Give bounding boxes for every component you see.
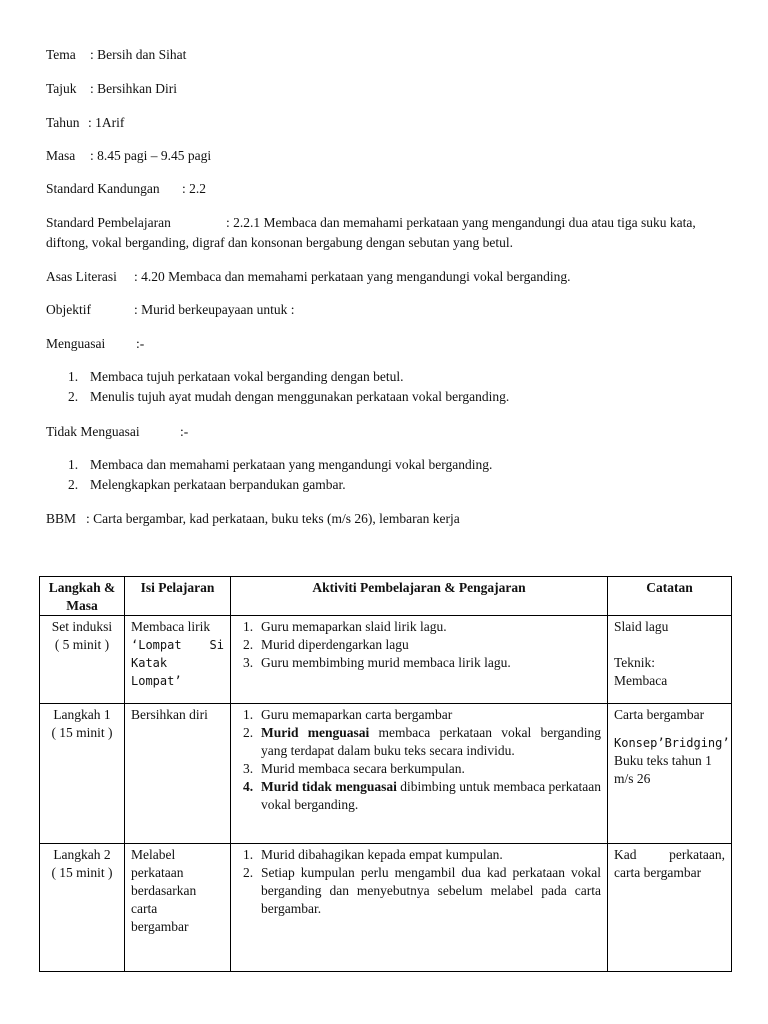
- isi-text: Membaca lirik: [131, 619, 211, 634]
- masa-value: : 8.45 pagi – 9.45 pagi: [90, 148, 212, 163]
- catatan-membaca: Membaca: [614, 673, 668, 688]
- catatan-slaid: Slaid lagu: [614, 619, 669, 634]
- objektif-label: Objektif: [46, 302, 91, 317]
- menguasai-heading: [46, 335, 144, 353]
- list-item: 1. Murid dibahagikan kepada empat kumpulan.: [243, 847, 503, 862]
- masa-line: [46, 147, 211, 165]
- tidak-menguasai-list: [46, 455, 492, 495]
- list-item: 2. Murid menguasai membaca perkataan vokal berganding yang terdapat dalam buku teks secara individu.: [243, 725, 601, 758]
- list-item: 1. Guru memaparkan carta bergambar: [243, 707, 453, 722]
- standard-pembelajaran-label: Standard Pembelajaran: [46, 215, 171, 230]
- tema-line: [46, 46, 186, 64]
- list-item: 2. Menulis tujuh ayat mudah dengan menggunakan perkataan vokal berganding.: [68, 389, 510, 404]
- catatan-cell: [608, 844, 732, 972]
- standard-pembelajaran: [46, 213, 726, 253]
- aktiviti-cell: [231, 844, 608, 972]
- catatan-carta: Carta bergambar: [614, 707, 705, 722]
- list-item: 2. Murid diperdengarkan lagu: [243, 637, 409, 652]
- catatan-cell: [608, 616, 732, 704]
- langkah-masa: ( 5 minit ): [54, 637, 110, 652]
- table-row: [40, 616, 732, 704]
- menguasai-label: Menguasai: [46, 336, 106, 351]
- list-item: 3. Murid membaca secara berkumpulan.: [243, 761, 465, 776]
- isi-lyric-title: ‘Lompat Si Katak Lompat’: [131, 638, 224, 688]
- aktiviti-cell: [231, 704, 608, 844]
- asas-literasi-label: Asas Literasi: [46, 269, 117, 284]
- list-item: 1. Membaca tujuh perkataan vokal berganding dengan betul.: [68, 369, 404, 384]
- list-item: 1. Membaca dan memahami perkataan yang mengandungi vokal berganding.: [68, 457, 493, 472]
- catatan-konsep: Konsep’Bridging’: [614, 736, 730, 750]
- header-isi: Isi Pelajaran: [125, 577, 231, 616]
- aktiviti-list: [237, 618, 601, 672]
- tahun-line: [46, 114, 124, 132]
- catatan-buku: Buku teks tahun 1 m/s 26: [614, 753, 712, 786]
- standard-kandungan-value: : 2.2: [182, 181, 207, 196]
- list-item: 1. Guru memaparkan slaid lirik lagu.: [243, 619, 447, 634]
- standard-kandungan-label: Standard Kandungan: [46, 181, 160, 196]
- table-header-row: [40, 577, 732, 616]
- tidak-menguasai-sep: :-: [180, 424, 189, 439]
- tajuk-line: [46, 80, 177, 98]
- bbm-value: : Carta bergambar, kad perkataan, buku teks (m/s 26), lembaran kerja: [86, 511, 460, 526]
- catatan-teknik: Teknik:: [614, 655, 656, 670]
- aktiviti-list: [237, 706, 601, 814]
- header-langkah: Langkah & Masa: [40, 577, 125, 616]
- isi-cell: [125, 844, 231, 972]
- standard-pembelajaran-value: : 2.2.1 Membaca dan memahami perkataan yang mengandungi dua atau tiga suku kata, diftong, vokal berganding, digraf dan konsonan bergabung dengan sebutan yang betul.: [46, 215, 696, 250]
- isi-cell: [125, 616, 231, 704]
- catatan-cell: [608, 704, 732, 844]
- tidak-menguasai-heading: [46, 423, 188, 441]
- tahun-value: : 1Arif: [88, 115, 125, 130]
- list-item: 2. Setiap kumpulan perlu mengambil dua kad perkataan vokal berganding dan menyebutnya sebelum melabel pada carta bergambar.: [243, 865, 601, 916]
- tajuk-label: Tajuk: [46, 81, 77, 96]
- lesson-table: [39, 576, 732, 972]
- objektif-value: : Murid berkeupayaan untuk :: [134, 302, 295, 317]
- table-row: [40, 704, 732, 844]
- header-catatan: Catatan: [608, 577, 732, 616]
- header-aktiviti: Aktiviti Pembelajaran & Pengajaran: [231, 577, 608, 616]
- langkah-masa: ( 15 minit ): [51, 725, 113, 740]
- tema-value: : Bersih dan Sihat: [90, 47, 187, 62]
- langkah-cell: [40, 704, 125, 844]
- menguasai-list: [46, 367, 509, 407]
- list-item: 4. Murid tidak menguasai dibimbing untuk membaca perkataan vokal berganding.: [243, 779, 601, 812]
- langkah-name: Set induksi: [51, 619, 113, 634]
- isi-text: Melabel perkataan berdasarkan carta bergambar: [131, 847, 197, 934]
- aktiviti-cell: [231, 616, 608, 704]
- masa-label: Masa: [46, 148, 76, 163]
- langkah-name: Langkah 2: [53, 847, 111, 862]
- catatan-kad: Kad perkataan, carta bergambar: [614, 847, 725, 880]
- list-item: 2. Melengkapkan perkataan berpandukan gambar.: [68, 477, 346, 492]
- tajuk-value: : Bersihkan Diri: [90, 81, 177, 96]
- langkah-name: Langkah 1: [53, 707, 111, 722]
- aktiviti-list: [237, 846, 601, 918]
- tema-label: Tema: [46, 47, 76, 62]
- standard-kandungan-line: [46, 180, 206, 198]
- tahun-label: Tahun: [46, 115, 80, 130]
- isi-cell: [125, 704, 231, 844]
- menguasai-sep: :-: [136, 336, 145, 351]
- list-item: 3. Guru membimbing murid membaca lirik lagu.: [243, 655, 511, 670]
- langkah-cell: [40, 616, 125, 704]
- langkah-cell: [40, 844, 125, 972]
- bbm-line: [46, 510, 460, 528]
- asas-literasi-line: [46, 268, 571, 286]
- tidak-menguasai-label: Tidak Menguasai: [46, 424, 140, 439]
- isi-text: Bersihkan diri: [131, 707, 208, 722]
- asas-literasi-value: : 4.20 Membaca dan memahami perkataan yang mengandungi vokal berganding.: [134, 269, 571, 284]
- objektif-line: [46, 301, 294, 319]
- langkah-masa: ( 15 minit ): [51, 865, 113, 880]
- table-row: [40, 844, 732, 972]
- bbm-label: BBM: [46, 511, 77, 526]
